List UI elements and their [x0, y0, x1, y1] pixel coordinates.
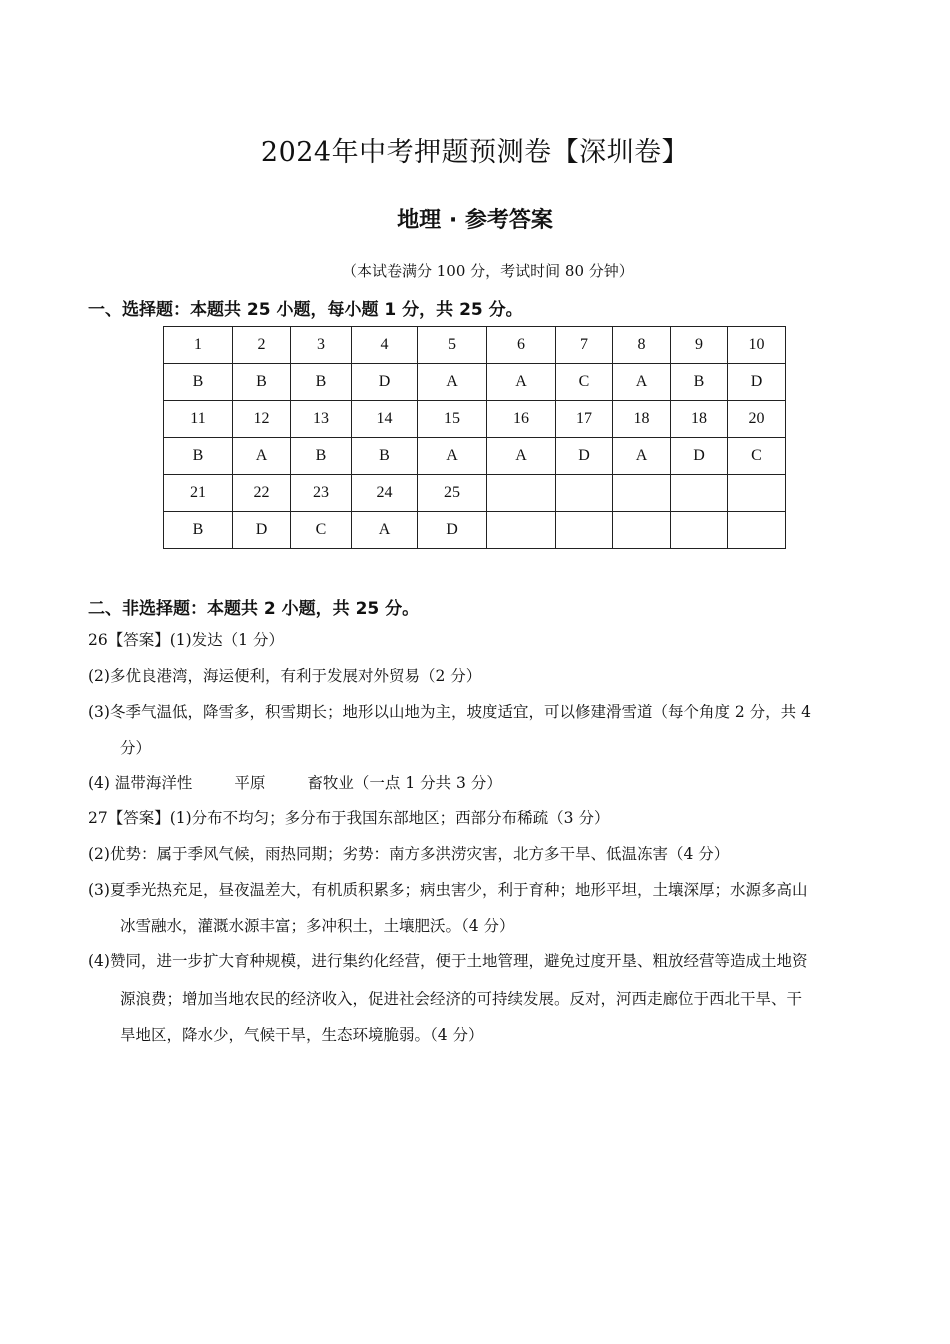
table-row: [164, 512, 786, 549]
table-cell: 2: [233, 327, 291, 364]
table-cell: 17: [556, 401, 613, 438]
answer-27-4: (4)赞同，进一步扩大育种规模，进行集约化经营，便于土地管理，避免过度开垦、粗放经营等造成土地资: [88, 952, 808, 970]
table-cell: D: [556, 438, 613, 475]
answer-table: [163, 326, 786, 549]
table-cell: 10: [728, 327, 786, 364]
answer-27-2: (2)优势：属于季风气候，雨热同期；劣势：南方多洪涝灾害，北方多干旱、低温冻害（4 分）: [88, 845, 730, 863]
table-cell: [487, 512, 556, 549]
table-cell: A: [233, 438, 291, 475]
table-cell: 7: [556, 327, 613, 364]
table-cell: A: [487, 364, 556, 401]
answer-table-body: [164, 327, 786, 549]
table-cell: B: [671, 364, 728, 401]
table-cell: D: [671, 438, 728, 475]
table-cell: 18: [613, 401, 671, 438]
answer-26-4-industry: 畜牧业（一点 1 分共 3 分）: [307, 774, 502, 792]
table-cell: 15: [418, 401, 487, 438]
table-cell: A: [613, 438, 671, 475]
answer-26-4: [88, 773, 502, 793]
table-cell: B: [164, 364, 233, 401]
table-cell: A: [613, 364, 671, 401]
answer-27-3: (3)夏季光热充足，昼夜温差大，有机质积累多；病虫害少，利于育种；地形平坦，土壤深厚；水源多高山: [88, 881, 808, 899]
table-cell: 18: [671, 401, 728, 438]
table-cell: 21: [164, 475, 233, 512]
table-cell: [613, 475, 671, 512]
table-cell: B: [291, 438, 352, 475]
table-cell: 13: [291, 401, 352, 438]
answer-26-2: (2)多优良港湾，海运便利，有利于发展对外贸易（2 分）: [88, 667, 482, 685]
page-subtitle: 地理 · 参考答案: [397, 208, 553, 233]
table-cell: D: [418, 512, 487, 549]
table-cell: [671, 475, 728, 512]
table-cell: 16: [487, 401, 556, 438]
table-row: [164, 364, 786, 401]
answer-26-3: (3)冬季气温低，降雪多，积雪期长；地形以山地为主，坡度适宜，可以修建滑雪道（每个角度 2 分，共 4: [88, 703, 811, 721]
table-cell: [671, 512, 728, 549]
answer-26-3-cont: 分）: [120, 739, 152, 757]
table-row: [164, 438, 786, 475]
table-cell: [728, 475, 786, 512]
table-cell: A: [418, 364, 487, 401]
table-row: [164, 327, 786, 364]
table-cell: D: [233, 512, 291, 549]
table-cell: A: [487, 438, 556, 475]
table-cell: [556, 512, 613, 549]
table-cell: 9: [671, 327, 728, 364]
table-cell: B: [164, 438, 233, 475]
answer-26-4-terrain: 平原: [234, 774, 266, 792]
table-cell: 6: [487, 327, 556, 364]
table-cell: [487, 475, 556, 512]
table-cell: 1: [164, 327, 233, 364]
table-cell: 12: [233, 401, 291, 438]
table-cell: 23: [291, 475, 352, 512]
section-2-heading: 二、非选择题：本题共 2 小题，共 25 分。: [88, 599, 420, 619]
table-cell: 14: [352, 401, 418, 438]
table-cell: D: [728, 364, 786, 401]
answer-26-4-climate: (4) 温带海洋性: [88, 774, 193, 792]
table-cell: C: [556, 364, 613, 401]
section-1-heading: 一、选择题：本题共 25 小题，每小题 1 分，共 25 分。: [88, 300, 523, 320]
table-cell: C: [728, 438, 786, 475]
table-cell: [556, 475, 613, 512]
table-cell: 24: [352, 475, 418, 512]
table-cell: 20: [728, 401, 786, 438]
table-cell: A: [352, 512, 418, 549]
table-cell: 3: [291, 327, 352, 364]
table-cell: [613, 512, 671, 549]
answer-26-1: 26【答案】(1)发达（1 分）: [88, 631, 284, 649]
table-cell: B: [352, 438, 418, 475]
table-cell: 5: [418, 327, 487, 364]
exam-note: （本试卷满分 100 分，考试时间 80 分钟）: [342, 262, 634, 280]
table-cell: B: [233, 364, 291, 401]
table-cell: B: [291, 364, 352, 401]
page-title: 2024年中考押题预测卷【深圳卷】: [260, 137, 690, 168]
table-cell: A: [418, 438, 487, 475]
table-cell: D: [352, 364, 418, 401]
table-cell: 25: [418, 475, 487, 512]
answer-27-4-cont1: 源浪费；增加当地农民的经济收入，促进社会经济的可持续发展。反对，河西走廊位于西北干旱、干: [120, 990, 803, 1008]
answer-27-4-cont2: 旱地区，降水少，气候干旱，生态环境脆弱。（4 分）: [120, 1026, 484, 1044]
table-cell: 8: [613, 327, 671, 364]
answer-27-3-cont: 冰雪融水，灌溉水源丰富；多冲积土，土壤肥沃。（4 分）: [120, 917, 515, 935]
table-row: [164, 475, 786, 512]
answer-27-1: 27【答案】(1)分布不均匀；多分布于我国东部地区；西部分布稀疏（3 分）: [88, 809, 610, 827]
table-cell: 4: [352, 327, 418, 364]
table-cell: 11: [164, 401, 233, 438]
table-cell: [728, 512, 786, 549]
table-row: [164, 401, 786, 438]
table-cell: C: [291, 512, 352, 549]
table-cell: 22: [233, 475, 291, 512]
table-cell: B: [164, 512, 233, 549]
